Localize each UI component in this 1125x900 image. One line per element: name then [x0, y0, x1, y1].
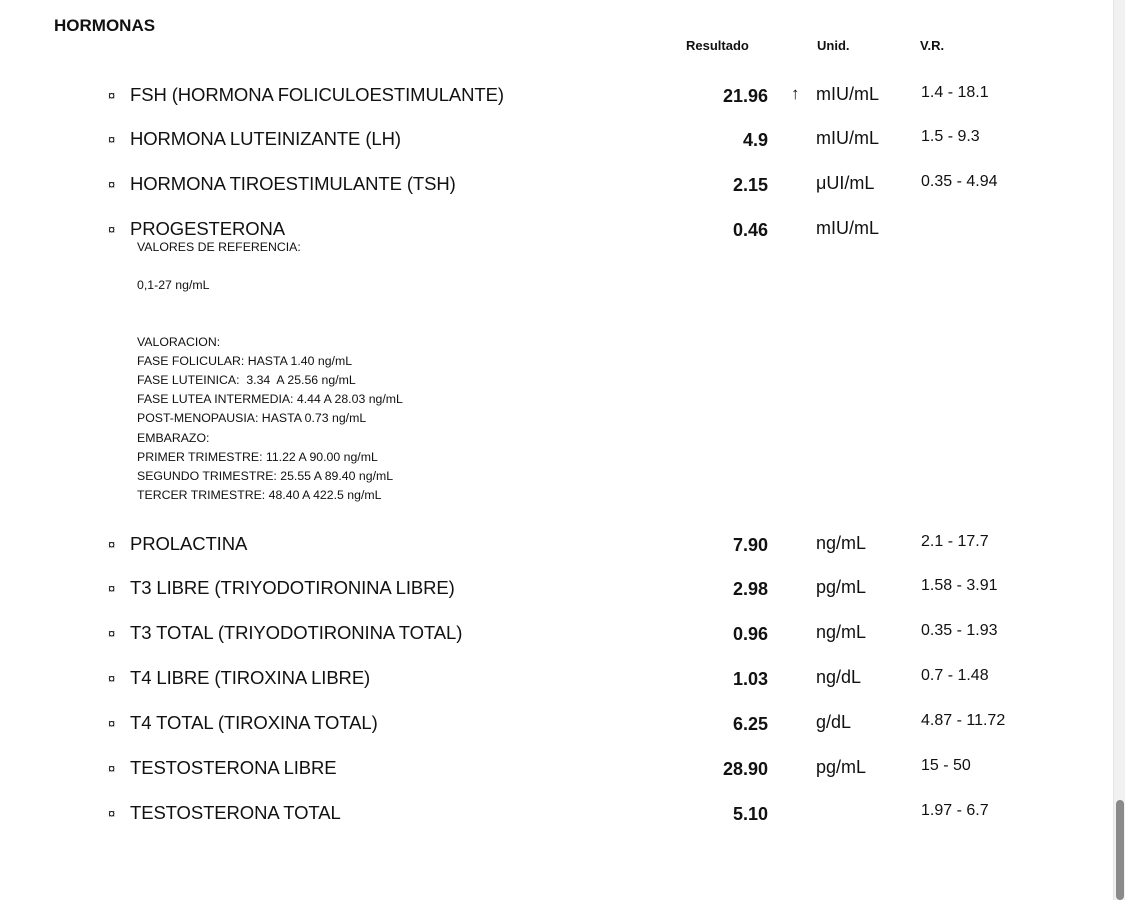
progesterona-ref-heading: VALORES DE REFERENCIA:: [137, 240, 301, 254]
test-result: 2.15: [732, 175, 768, 195]
test-name: T4 TOTAL (TIROXINA TOTAL): [130, 712, 378, 733]
header-result: Resultado: [686, 38, 749, 53]
table-row: [0, 667, 1100, 697]
test-unit: pg/mL: [816, 757, 867, 777]
test-result: 28.90: [722, 759, 768, 779]
valoracion-line: PRIMER TRIMESTRE: 11.22 A 90.00 ng/mL: [137, 449, 378, 464]
test-unit: ng/mL: [816, 622, 867, 642]
test-unit: mIU/mL: [816, 84, 879, 104]
test-name: FSH (HORMONA FOLICULOESTIMULANTE): [130, 84, 504, 105]
valoracion-line: POST-MENOPAUSIA: HASTA 0.73 ng/mL: [137, 411, 367, 426]
test-name: T3 LIBRE (TRIYODOTIRONINA LIBRE): [130, 577, 455, 598]
test-result: 21.96: [722, 86, 768, 106]
test-reference-range: 2.1 - 17.7: [921, 533, 989, 550]
test-reference-range: 1.58 - 3.91: [921, 577, 998, 594]
row-bullet: ¤: [108, 88, 116, 103]
test-name: PROLACTINA: [130, 533, 248, 554]
test-name: TESTOSTERONA LIBRE: [130, 757, 337, 778]
valoracion-line: SEGUNDO TRIMESTRE: 25.55 A 89.40 ng/mL: [137, 468, 394, 483]
test-name: HORMONA TIROESTIMULANTE (TSH): [130, 173, 456, 194]
test-unit: μUI/mL: [816, 173, 875, 193]
row-bullet: ¤: [108, 761, 116, 776]
test-reference-range: 0.35 - 4.94: [921, 173, 998, 190]
row-bullet: ¤: [108, 177, 116, 192]
test-result: 0.96: [732, 624, 768, 644]
test-reference-range: 0.7 - 1.48: [921, 667, 989, 684]
test-result: 7.90: [732, 535, 768, 555]
test-result: 0.46: [732, 220, 768, 240]
test-result: 1.03: [732, 669, 768, 689]
row-bullet: ¤: [108, 716, 116, 731]
test-name: HORMONA LUTEINIZANTE (LH): [130, 128, 401, 149]
test-name: T4 LIBRE (TIROXINA LIBRE): [130, 667, 371, 688]
table-row: [0, 577, 1100, 607]
header-unit: Unid.: [817, 38, 850, 53]
test-unit: mIU/mL: [816, 218, 879, 238]
test-unit: mIU/mL: [816, 128, 879, 148]
test-reference-range: 1.4 - 18.1: [921, 84, 989, 101]
high-flag-icon: ↑: [791, 84, 800, 103]
test-unit: g/dL: [816, 712, 852, 732]
test-result: 6.25: [732, 714, 768, 734]
scrollbar-thumb[interactable]: [1116, 800, 1124, 900]
valoracion-line: FASE LUTEA INTERMEDIA: 4.44 A 28.03 ng/mL: [137, 392, 403, 407]
table-row: [0, 622, 1100, 652]
row-bullet: ¤: [108, 222, 116, 237]
test-result: 2.98: [732, 579, 768, 599]
section-title: HORMONAS: [54, 16, 156, 35]
test-result: 4.9: [742, 130, 768, 150]
valoracion-line: VALORACION:: [137, 335, 221, 349]
valoracion-line: FASE FOLICULAR: HASTA 1.40 ng/mL: [137, 354, 353, 369]
test-unit: ng/mL: [816, 533, 867, 553]
scrollbar[interactable]: [1113, 0, 1125, 900]
table-row: [0, 533, 1100, 563]
test-unit: pg/mL: [816, 577, 867, 597]
test-result: 5.10: [732, 804, 768, 824]
progesterona-ref-value: 0,1-27 ng/mL: [137, 278, 210, 292]
table-row: [0, 84, 1100, 114]
valoracion-line: TERCER TRIMESTRE: 48.40 A 422.5 ng/mL: [137, 487, 382, 502]
row-bullet: ¤: [108, 132, 116, 147]
test-reference-range: 1.5 - 9.3: [921, 128, 980, 145]
row-bullet: ¤: [108, 671, 116, 686]
test-name: T3 TOTAL (TRIYODOTIRONINA TOTAL): [130, 622, 463, 643]
row-bullet: ¤: [108, 626, 116, 641]
row-bullet: ¤: [108, 537, 116, 552]
test-reference-range: 0.35 - 1.93: [921, 622, 998, 639]
row-bullet: ¤: [108, 581, 116, 596]
table-row: [0, 128, 1100, 158]
valoracion-line: EMBARAZO:: [137, 430, 210, 445]
test-reference-range: 15 - 50: [921, 757, 971, 774]
test-unit: ng/dL: [816, 667, 862, 687]
table-row: [0, 757, 1100, 787]
table-row: [0, 712, 1100, 742]
test-reference-range: 1.97 - 6.7: [921, 802, 989, 819]
table-row: [0, 802, 1100, 832]
table-row: [0, 173, 1100, 203]
test-name: PROGESTERONA: [130, 218, 286, 239]
test-name: TESTOSTERONA TOTAL: [130, 802, 341, 823]
valoracion-line: FASE LUTEINICA: 3.34 A 25.56 ng/mL: [137, 373, 356, 388]
header-ref: V.R.: [920, 38, 945, 53]
row-bullet: ¤: [108, 806, 116, 821]
test-reference-range: 4.87 - 11.72: [921, 712, 1006, 729]
